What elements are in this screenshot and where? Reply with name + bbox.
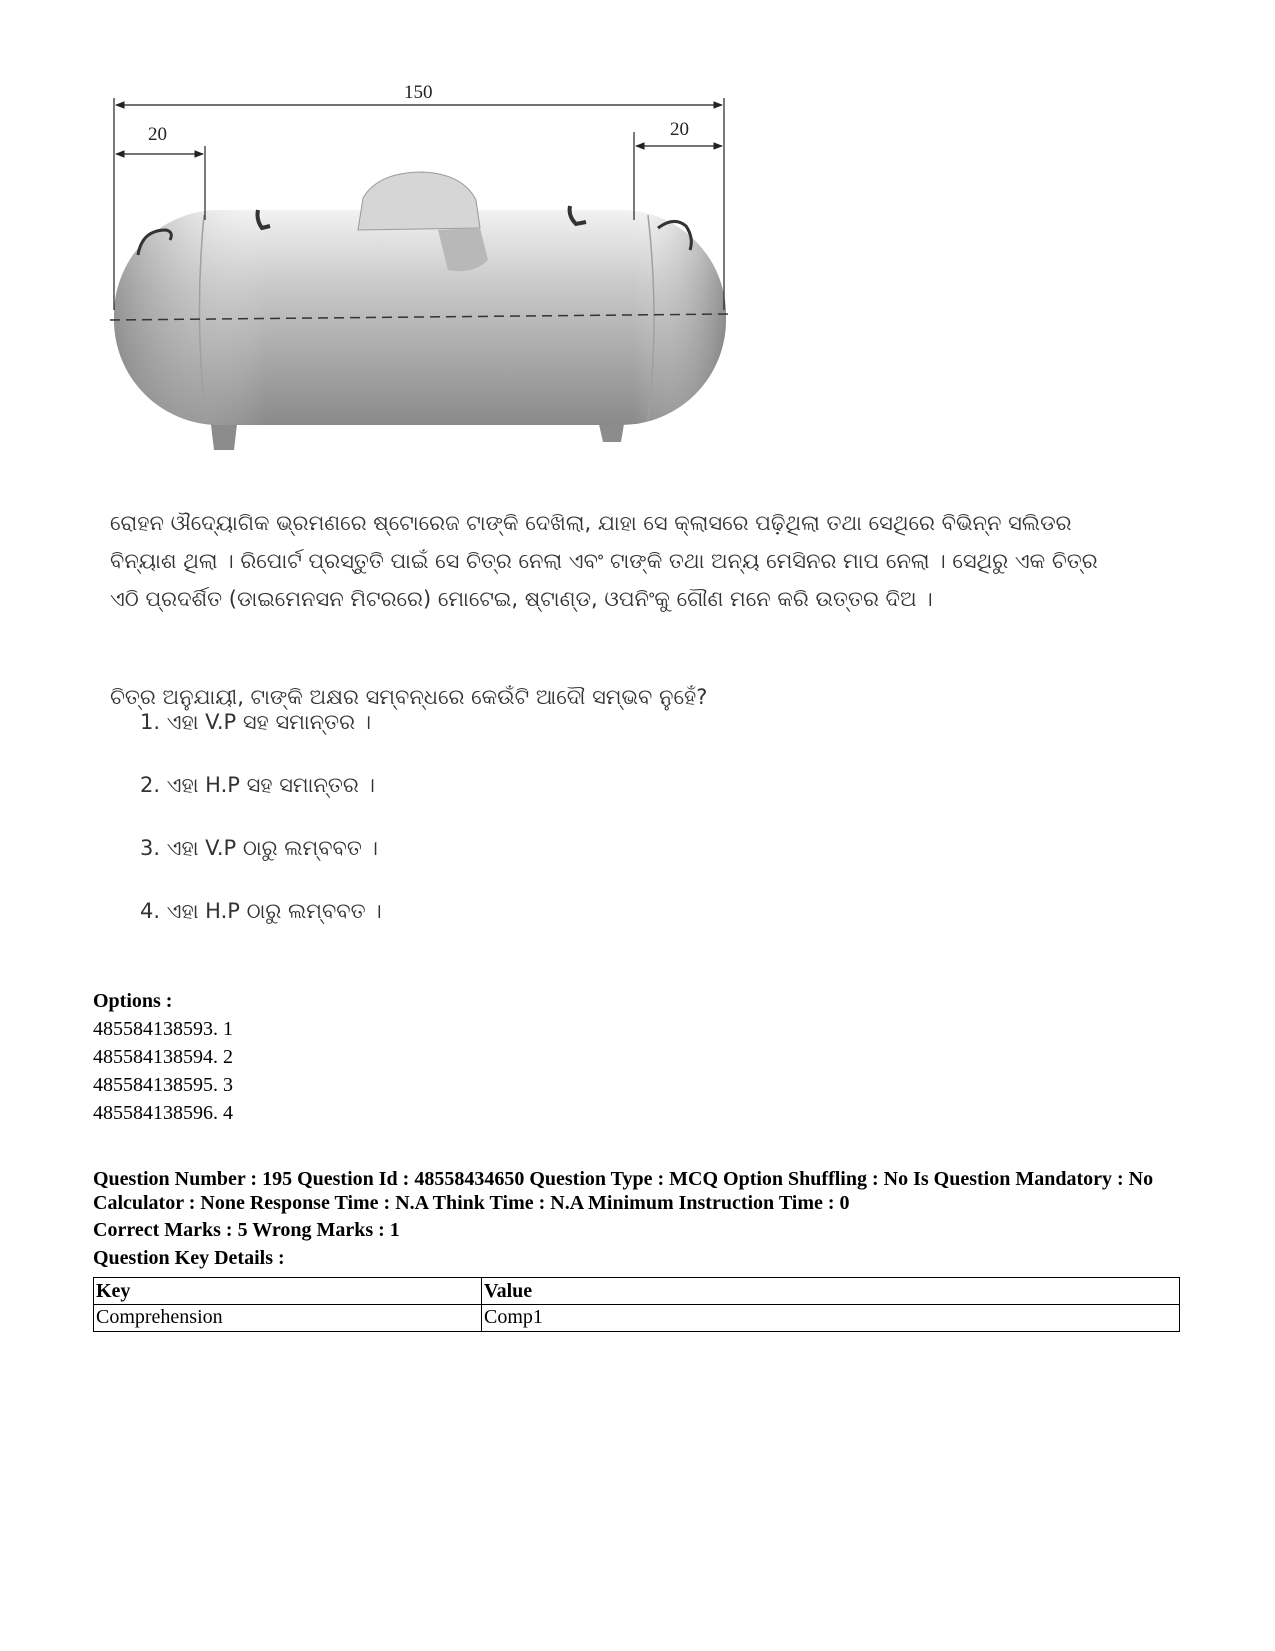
- statement-item: 3. ଏହା V.P ଠାରୁ ଲମ୍ବବତ ।: [140, 836, 378, 860]
- question-text: ଚିତ୍ର ଅନୁଯାୟୀ, ଟାଙ୍କି ଅକ୍ଷର ସମ୍ବନ୍ଧରେ କେଉଁଟି ଆଦୌ ସମ୍ଭବ ନୁହେଁ?: [110, 685, 708, 709]
- question-metadata: Question Number : 195 Question Id : 48558434650 Question Type : MCQ Option Shuffling : No Is Question Mandatory : No Calculator : None Response Time : N.A Think Time : N.A Minimum Instruction Time : 0: [93, 1168, 1154, 1214]
- option-item: 485584138594. 2: [93, 1046, 233, 1068]
- key-details-table: [93, 1277, 1180, 1332]
- key-details-heading: Question Key Details :: [93, 1247, 285, 1269]
- storage-tank-figure: [108, 80, 748, 480]
- table-cell: Comp1: [482, 1305, 1180, 1332]
- option-item: 485584138596. 4: [93, 1102, 233, 1124]
- option-item: 485584138595. 3: [93, 1074, 233, 1096]
- marks-info: Correct Marks : 5 Wrong Marks : 1: [93, 1219, 400, 1241]
- dimension-label-overall: 150: [404, 82, 433, 103]
- statement-item: 1. ଏହା V.P ସହ ସମାନ୍ତର ।: [140, 710, 372, 734]
- table-cell: Comprehension: [94, 1305, 482, 1332]
- option-item: 485584138593. 1: [93, 1018, 233, 1040]
- table-header-cell: Value: [482, 1278, 1180, 1305]
- table-header-cell: Key: [94, 1278, 482, 1305]
- dimension-label-left: 20: [148, 124, 167, 145]
- table-header-row: [94, 1278, 1180, 1305]
- options-heading: Options :: [93, 990, 173, 1012]
- statement-item: 2. ଏହା H.P ସହ ସମାନ୍ତର ।: [140, 773, 375, 797]
- tank-dome: [358, 172, 480, 230]
- dimension-label-right: 20: [670, 119, 689, 140]
- statement-item: 4. ଏହା H.P ଠାରୁ ଲମ୍ବବତ ।: [140, 899, 382, 923]
- table-row: [94, 1305, 1180, 1332]
- passage-text: ରୋହନ ଔଦ୍ୟୋଗିକ ଭ୍ରମଣରେ ଷ୍ଟୋରେଜ ଟାଙ୍କି ଦେଖିଲା, ଯାହା ସେ କ୍ଲାସରେ ପଢ଼ିଥିଲା ତଥା ସେଥିରେ ବିଭିନ୍ନ ସଲିଡର ବିନ୍ୟାଶ ଥିଲା । ରିପୋର୍ଟ ପ୍ରସ୍ତୁତି ପାଇଁ ସେ ଚିତ୍ର ନେଲା ଏବଂ ଟାଙ୍କି ତଥା ଅନ୍ୟ ମେସିନର ମାପ ନେଲା । ସେଥିରୁ ଏକ ଚିତ୍ର ଏଠି ପ୍ରଦର୍ଶିତ (ଡାଇମେନସନ ମିଟରରେ) ମୋଟେଇ, ଷ୍ଟାଣ୍ଡ, ଓପନିଂକୁ ଗୌଣ ମନେ କରି ଉତ୍ତର ଦିଅ ।: [110, 511, 1098, 611]
